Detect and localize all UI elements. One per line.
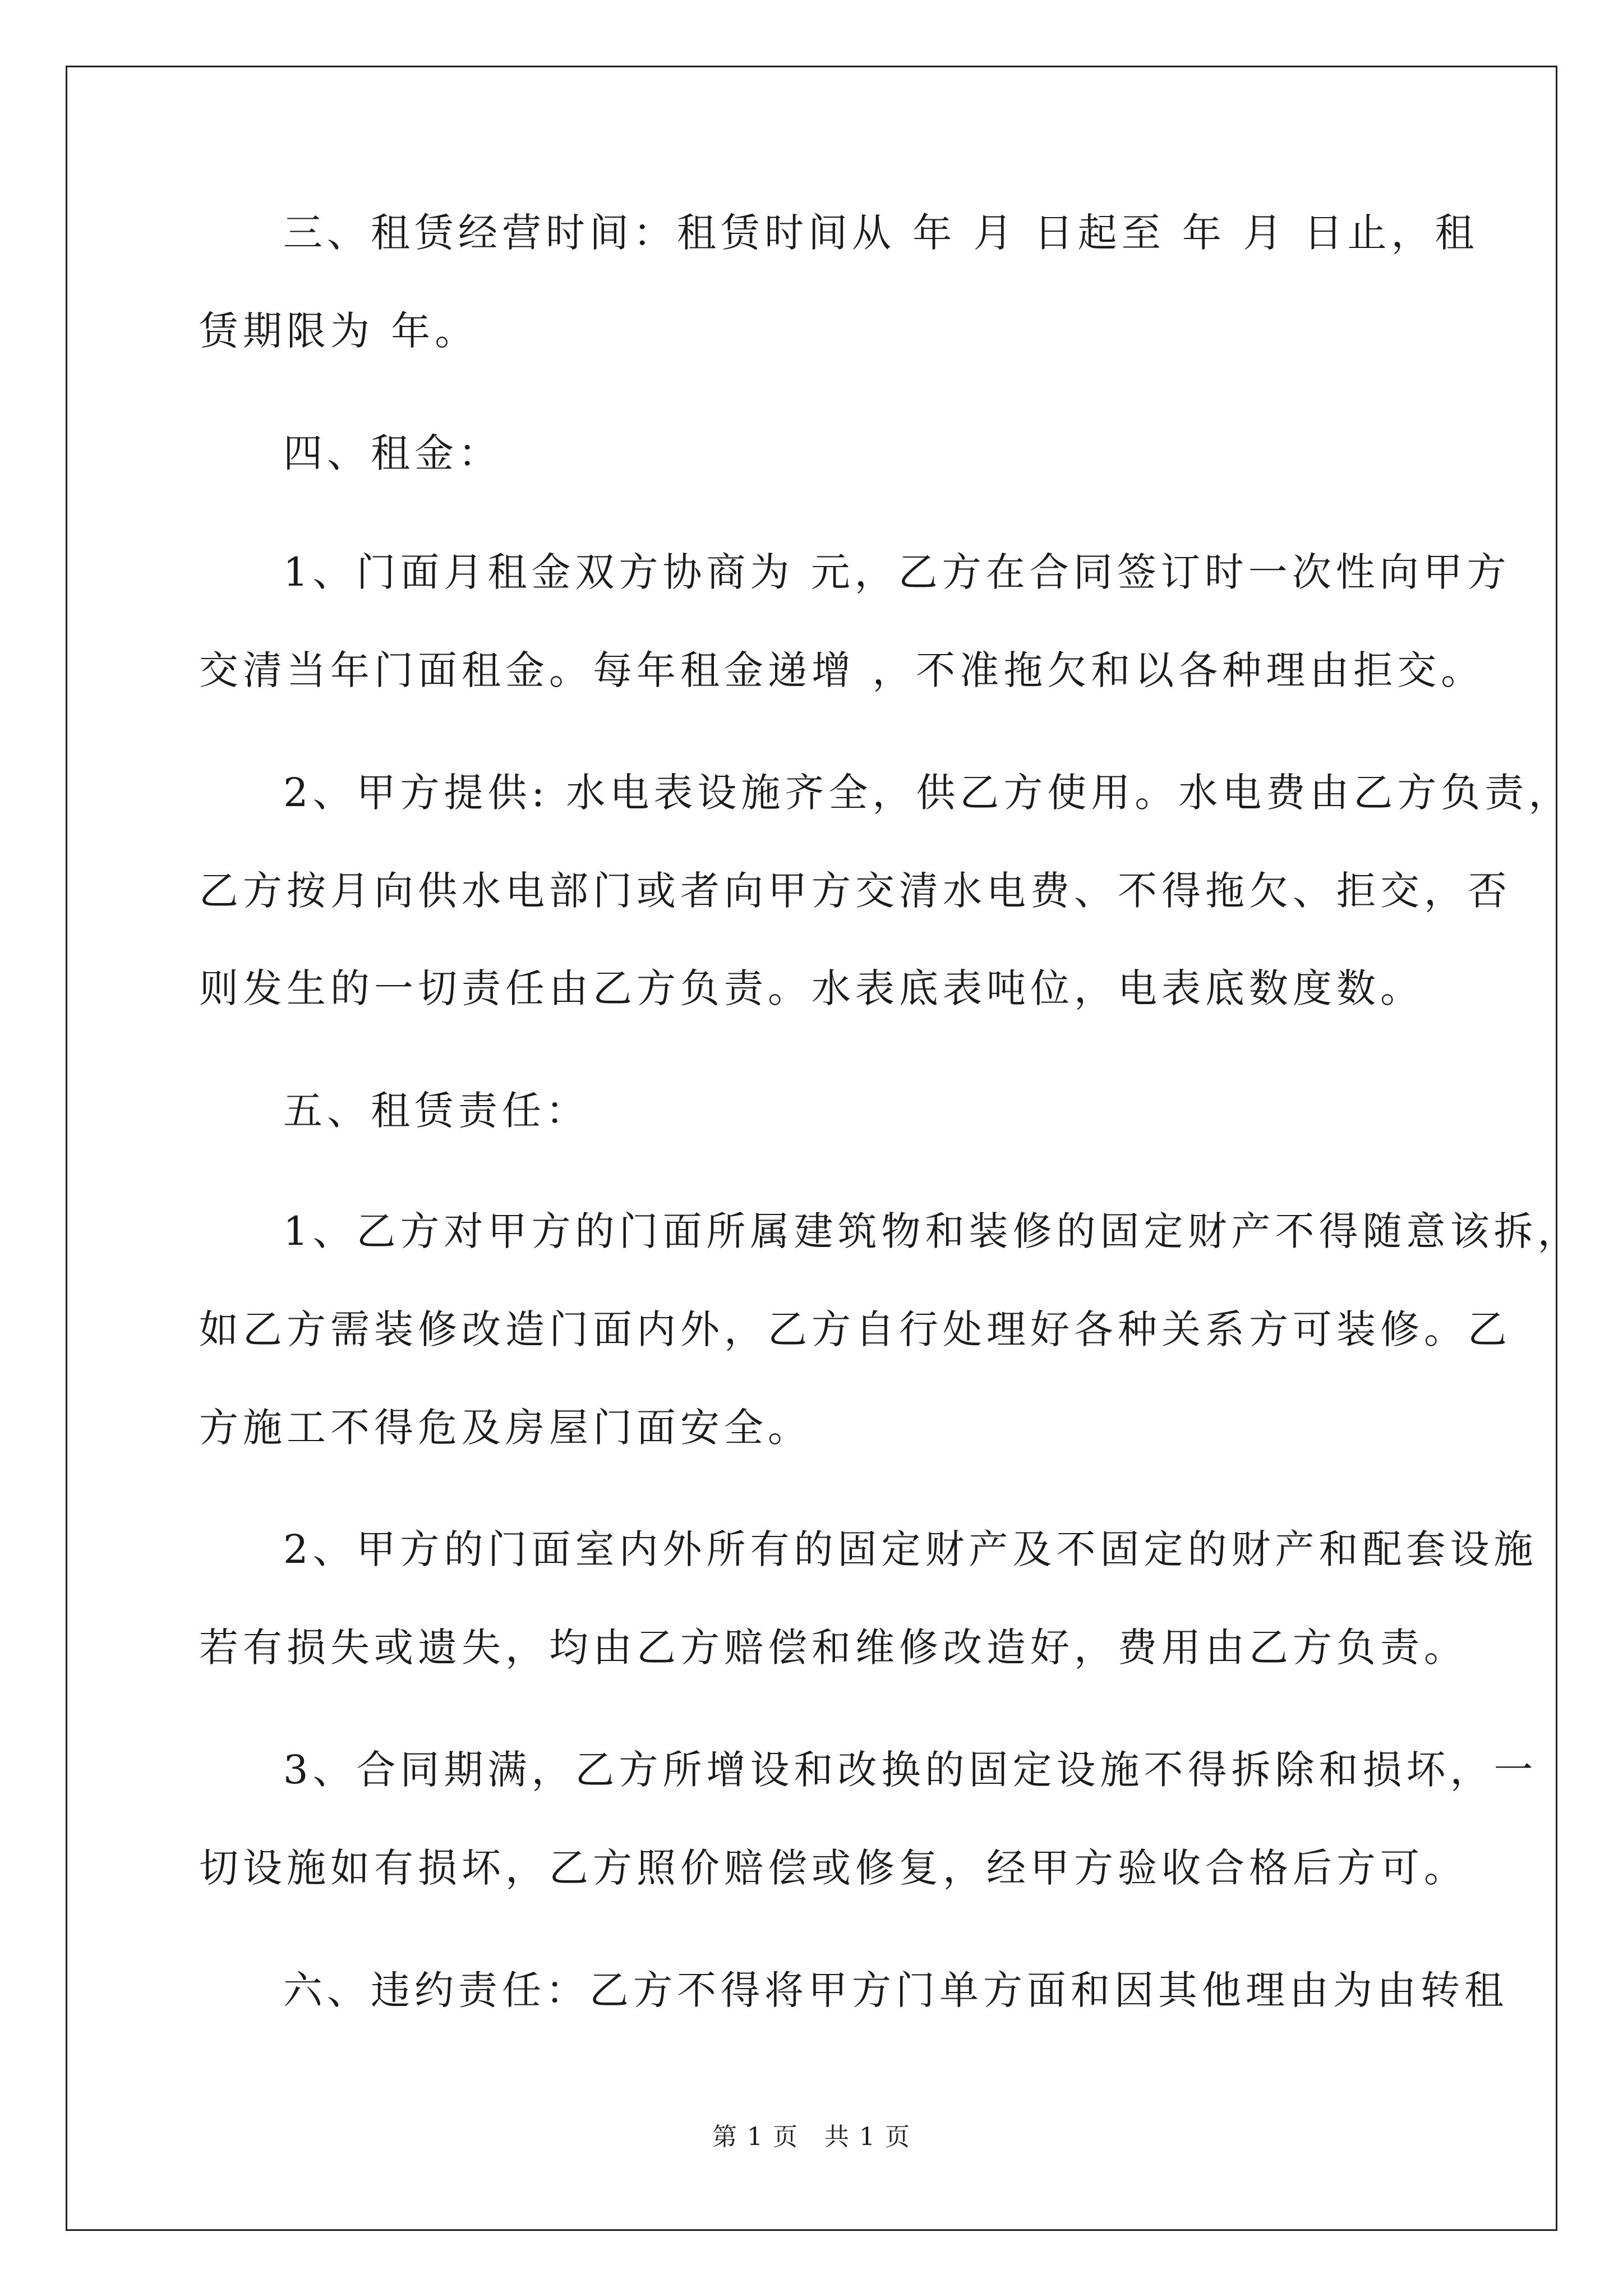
page-border bbox=[66, 66, 1557, 2231]
text-line: 如乙方需装修改造门面内外，乙方自行处理好各种关系方可装修。乙 bbox=[199, 1306, 1511, 1352]
text-line: 3、合同期满，乙方所增设和改换的固定设施不得拆除和损坏，一 bbox=[283, 1747, 1538, 1793]
text-line: 2、甲方的门面室内外所有的固定财产及不固定的财产和配套设施 bbox=[283, 1526, 1538, 1572]
text-line: 五、租赁责任： bbox=[283, 1088, 589, 1134]
text-line: 2、甲方提供: 水电表设施齐全，供乙方使用。水电费由乙方负责， bbox=[283, 770, 1573, 816]
page-number-footer: 第 1 页 共 1 页 bbox=[712, 2123, 911, 2151]
text-line: 1、门面月租金双方协商为 元，乙方在合同签订时一次性向甲方 bbox=[283, 549, 1511, 595]
text-line: 四、租金： bbox=[283, 430, 502, 476]
text-line: 则发生的一切责任由乙方负责。水表底表吨位，电表底数度数。 bbox=[199, 965, 1424, 1011]
text-line: 方施工不得危及房屋门面安全。 bbox=[199, 1405, 811, 1451]
text-line: 乙方按月向供水电部门或者向甲方交清水电费、不得拖欠、拒交，否 bbox=[199, 868, 1511, 914]
text-line: 交清当年门面租金。每年租金递增 ，不准拖欠和以各种理由拒交。 bbox=[199, 647, 1485, 693]
text-line: 三、租赁经营时间：租赁时间从 年 月 日起至 年 月 日止，租 bbox=[283, 210, 1479, 256]
text-line: 切设施如有损坏，乙方照价赔偿或修复，经甲方验收合格后方可。 bbox=[199, 1845, 1468, 1891]
text-line: 赁期限为 年。 bbox=[199, 308, 479, 354]
text-line: 若有损失或遗失，均由乙方赔偿和维修改造好，费用由乙方负责。 bbox=[199, 1625, 1468, 1671]
text-line: 1、乙方对甲方的门面所属建筑物和装修的固定财产不得随意该拆， bbox=[283, 1208, 1581, 1254]
text-line: 六、违约责任：乙方不得将甲方门单方面和因其他理由为由转租 bbox=[283, 1967, 1508, 2013]
